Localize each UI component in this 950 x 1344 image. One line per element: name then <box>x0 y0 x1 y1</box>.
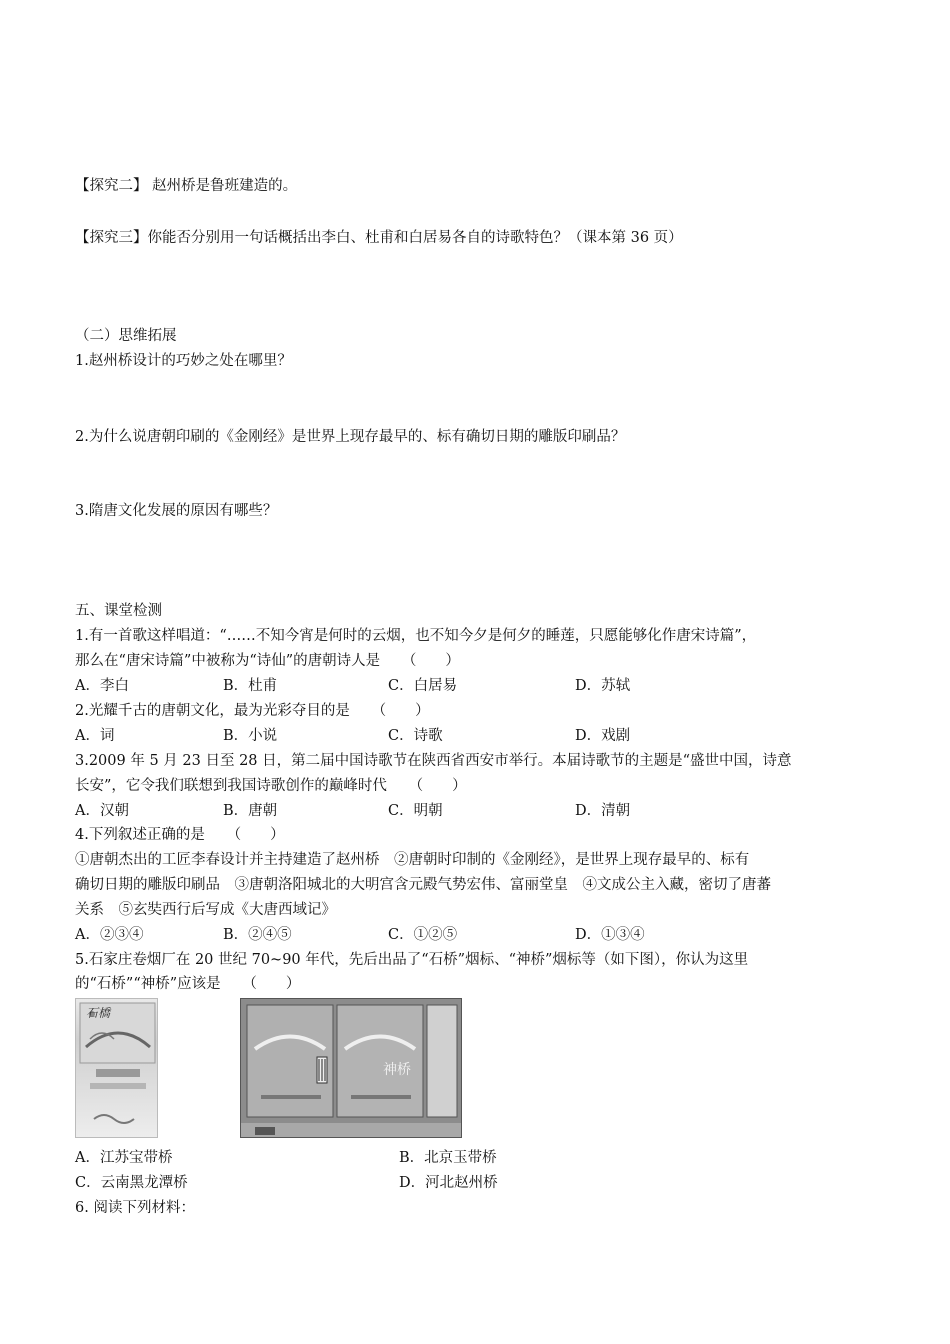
q3-option-a[interactable]: A．汉朝 <box>75 803 129 819</box>
q2-option-b[interactable]: B．小说 <box>223 728 278 744</box>
q1-line-1: 1.有一首歌这样唱道：“……不知今宵是何时的云烟，也不知今夕是何夕的睡莲，只愿能够化作唐宋诗篇”， <box>75 628 757 644</box>
shenqiao-cigarette-label-image <box>240 998 462 1138</box>
q2-option-d[interactable]: D．戏剧 <box>575 728 631 744</box>
q5-option-a[interactable]: A．江苏宝带桥 <box>75 1150 173 1166</box>
q1-option-c[interactable]: C．白居易 <box>388 678 458 694</box>
thinking-q2: 2.为什么说唐朝印刷的《金刚经》是世界上现存最早的、标有确切日期的雕版印刷品？ <box>75 429 626 445</box>
q1-option-b[interactable]: B．杜甫 <box>223 678 278 694</box>
q4-option-c[interactable]: C．①②⑤ <box>388 927 458 943</box>
q3-line-2: 长安”，它令我们联想到我国诗歌创作的巅峰时代 （ ） <box>75 778 467 794</box>
q4-option-d[interactable]: D．①③④ <box>575 927 645 943</box>
test-heading: 五、课堂检测 <box>75 603 162 619</box>
q4-line-3: 确切日期的雕版印刷品 ③唐朝洛阳城北的大明宫含元殿气势宏伟、富丽堂皇 ④文成公主入藏，密切了唐蕃 <box>75 877 771 893</box>
thinking-q3: 3.隋唐文化发展的原因有哪些？ <box>75 503 278 519</box>
q3-option-b[interactable]: B．唐朝 <box>223 803 278 819</box>
q1-option-a[interactable]: A．李白 <box>75 678 129 694</box>
q3-option-d[interactable]: D．清朝 <box>575 803 631 819</box>
shiqiao-cigarette-label-image <box>75 998 158 1138</box>
q2-option-a[interactable]: A．词 <box>75 728 115 744</box>
q2-option-c[interactable]: C．诗歌 <box>388 728 443 744</box>
q4-option-b[interactable]: B．②④⑤ <box>223 927 292 943</box>
thinking-q1: 1.赵州桥设计的巧妙之处在哪里？ <box>75 353 292 369</box>
q5-line-1: 5.石家庄卷烟厂在 20 世纪 70~90 年代，先后出品了“石桥”烟标、“神桥”烟标等（如下图），你认为这里 <box>75 952 749 968</box>
q4-line-4: 关系 ⑤玄奘西行后写成《大唐西域记》 <box>75 902 336 918</box>
q6-line-1: 6. 阅读下列材料： <box>75 1200 195 1216</box>
q3-option-c[interactable]: C．明朝 <box>388 803 443 819</box>
thinking-heading: （二）思维拓展 <box>75 328 177 344</box>
q4-line-1: 4.下列叙述正确的是 （ ） <box>75 827 285 843</box>
q5-option-d[interactable]: D．河北赵州桥 <box>399 1175 498 1191</box>
q2-line-1: 2.光耀千古的唐朝文化，最为光彩夺目的是 （ ） <box>75 703 430 719</box>
explore-3: 【探究三】你能否分别用一句话概括出李白、杜甫和白居易各自的诗歌特色？（课本第 36 页） <box>75 230 683 246</box>
q4-option-a[interactable]: A．②③④ <box>75 927 144 943</box>
q1-option-d[interactable]: D．苏轼 <box>575 678 631 694</box>
shenqiao-label-text: 神桥 <box>383 1062 411 1078</box>
q5-option-b[interactable]: B．北京玉带桥 <box>399 1150 497 1166</box>
q1-line-2: 那么在“唐宋诗篇”中被称为“诗仙”的唐朝诗人是 （ ） <box>75 653 460 669</box>
shiqiao-label-text: 石橋 <box>86 1006 111 1020</box>
q5-line-2: 的“石桥”“神桥”应该是 （ ） <box>75 976 301 992</box>
q3-line-1: 3.2009 年 5 月 23 日至 28 日，第二届中国诗歌节在陕西省西安市举行。本届诗歌节的主题是“盛世中国，诗意 <box>75 753 792 769</box>
shenqiao-label-graphic <box>241 999 462 1138</box>
q5-option-c[interactable]: C．云南黑龙潭桥 <box>75 1175 188 1191</box>
explore-2: 【探究二】 赵州桥是鲁班建造的。 <box>75 178 298 194</box>
q4-line-2: ①唐朝杰出的工匠李春设计并主持建造了赵州桥 ②唐朝时印制的《金刚经》，是世界上现存最早的、标有 <box>75 852 750 868</box>
